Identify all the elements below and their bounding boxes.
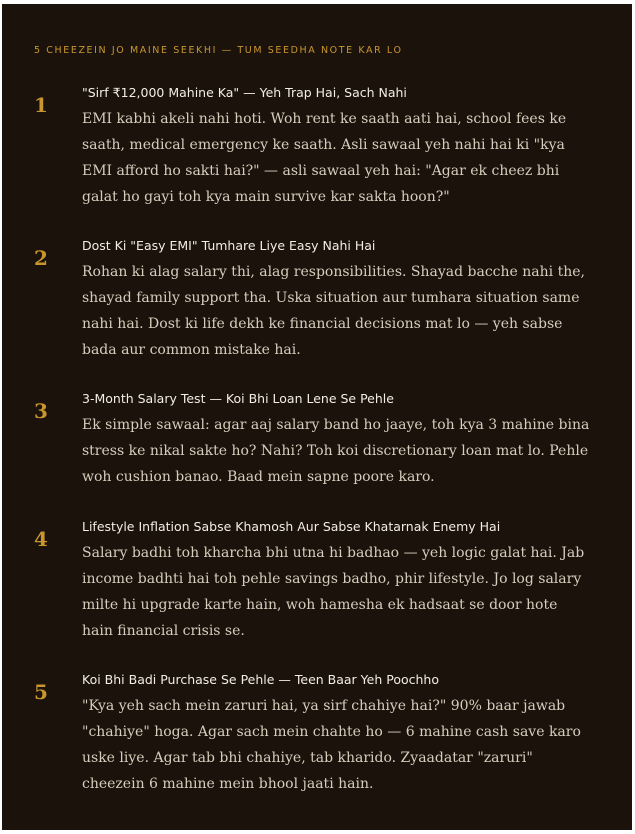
lesson-title: "Sirf ₹12,000 Mahine Ka" — Yeh Trap Hai, Sach Nahi: [82, 85, 407, 100]
section-kicker: 5 CHEEZEIN JO MAINE SEEKHI — TUM SEEDHA NOTE KAR LO: [34, 45, 403, 56]
lesson-body: Ek simple sawaal: agar aaj salary band ho jaaye, toh kya 3 mahine bina stress ke nikal sakte ho? Nahi? Toh koi discretionary loan mat lo. Pehle woh cushion banao. Baad mein sapne poore karo.: [82, 417, 590, 485]
lessons-panel: [2, 4, 632, 830]
lesson-item: [34, 390, 592, 518]
lesson-body: EMI kabhi akeli nahi hoti. Woh rent ke saath aati hai, school fees ke saath, medical emergency ke saath. Asli sawaal yeh nahi hai ki "kya EMI afford ho sakti hai?" — asli sawaal yeh hai: "Agar ek cheez bhi galat ho gayi toh kya main survive kar sakta hoon?": [82, 111, 567, 205]
lesson-number: 5: [34, 680, 48, 704]
lesson-body: Salary badhi toh kharcha bhi utna hi badhao — yeh logic galat hai. Jab income badhti hai toh pehle savings badho, phir lifestyle. Jo log salary milte hi upgrade karte hain, woh hamesha ek hadsaat se door hote hain financial crisis se.: [82, 545, 585, 639]
lesson-body: "Kya yeh sach mein zaruri hai, ya sirf chahiye hai?" 90% baar jawab "chahiye" hoga. Agar sach mein chahte ho — 6 mahine cash save karo uske liye. Agar tab bhi chahiye, tab kharido. Zyaadatar "zaruri" cheezein 6 mahine mein bhool jaati hain.: [82, 698, 581, 792]
lesson-title: Koi Bhi Badi Purchase Se Pehle — Teen Baar Yeh Poochho: [82, 672, 439, 687]
lesson-item: [34, 84, 592, 237]
lesson-item: [34, 237, 592, 390]
lesson-content: [82, 671, 592, 797]
lesson-number: 1: [34, 93, 48, 117]
lesson-content: [82, 390, 592, 490]
lesson-body: Rohan ki alag salary thi, alag responsibilities. Shayad bacche nahi the, shayad family support tha. Uska situation aur tumhara situation same nahi hai. Dost ki life dekh ke financial decisions mat lo — yeh sabse bada aur common mistake hai.: [82, 264, 585, 358]
lesson-title: Lifestyle Inflation Sabse Khamosh Aur Sabse Khatarnak Enemy Hai: [82, 519, 501, 534]
lesson-number: 3: [34, 399, 48, 423]
lesson-number: 2: [34, 246, 48, 270]
lesson-item: [34, 518, 592, 671]
lesson-item: [34, 671, 592, 801]
lesson-title: Dost Ki "Easy EMI" Tumhare Liye Easy Nahi Hai: [82, 238, 376, 253]
lesson-content: [82, 84, 592, 210]
lesson-content: [82, 518, 592, 644]
lesson-number: 4: [34, 527, 48, 551]
lesson-title: 3-Month Salary Test — Koi Bhi Loan Lene Se Pehle: [82, 391, 394, 406]
lesson-content: [82, 237, 592, 363]
